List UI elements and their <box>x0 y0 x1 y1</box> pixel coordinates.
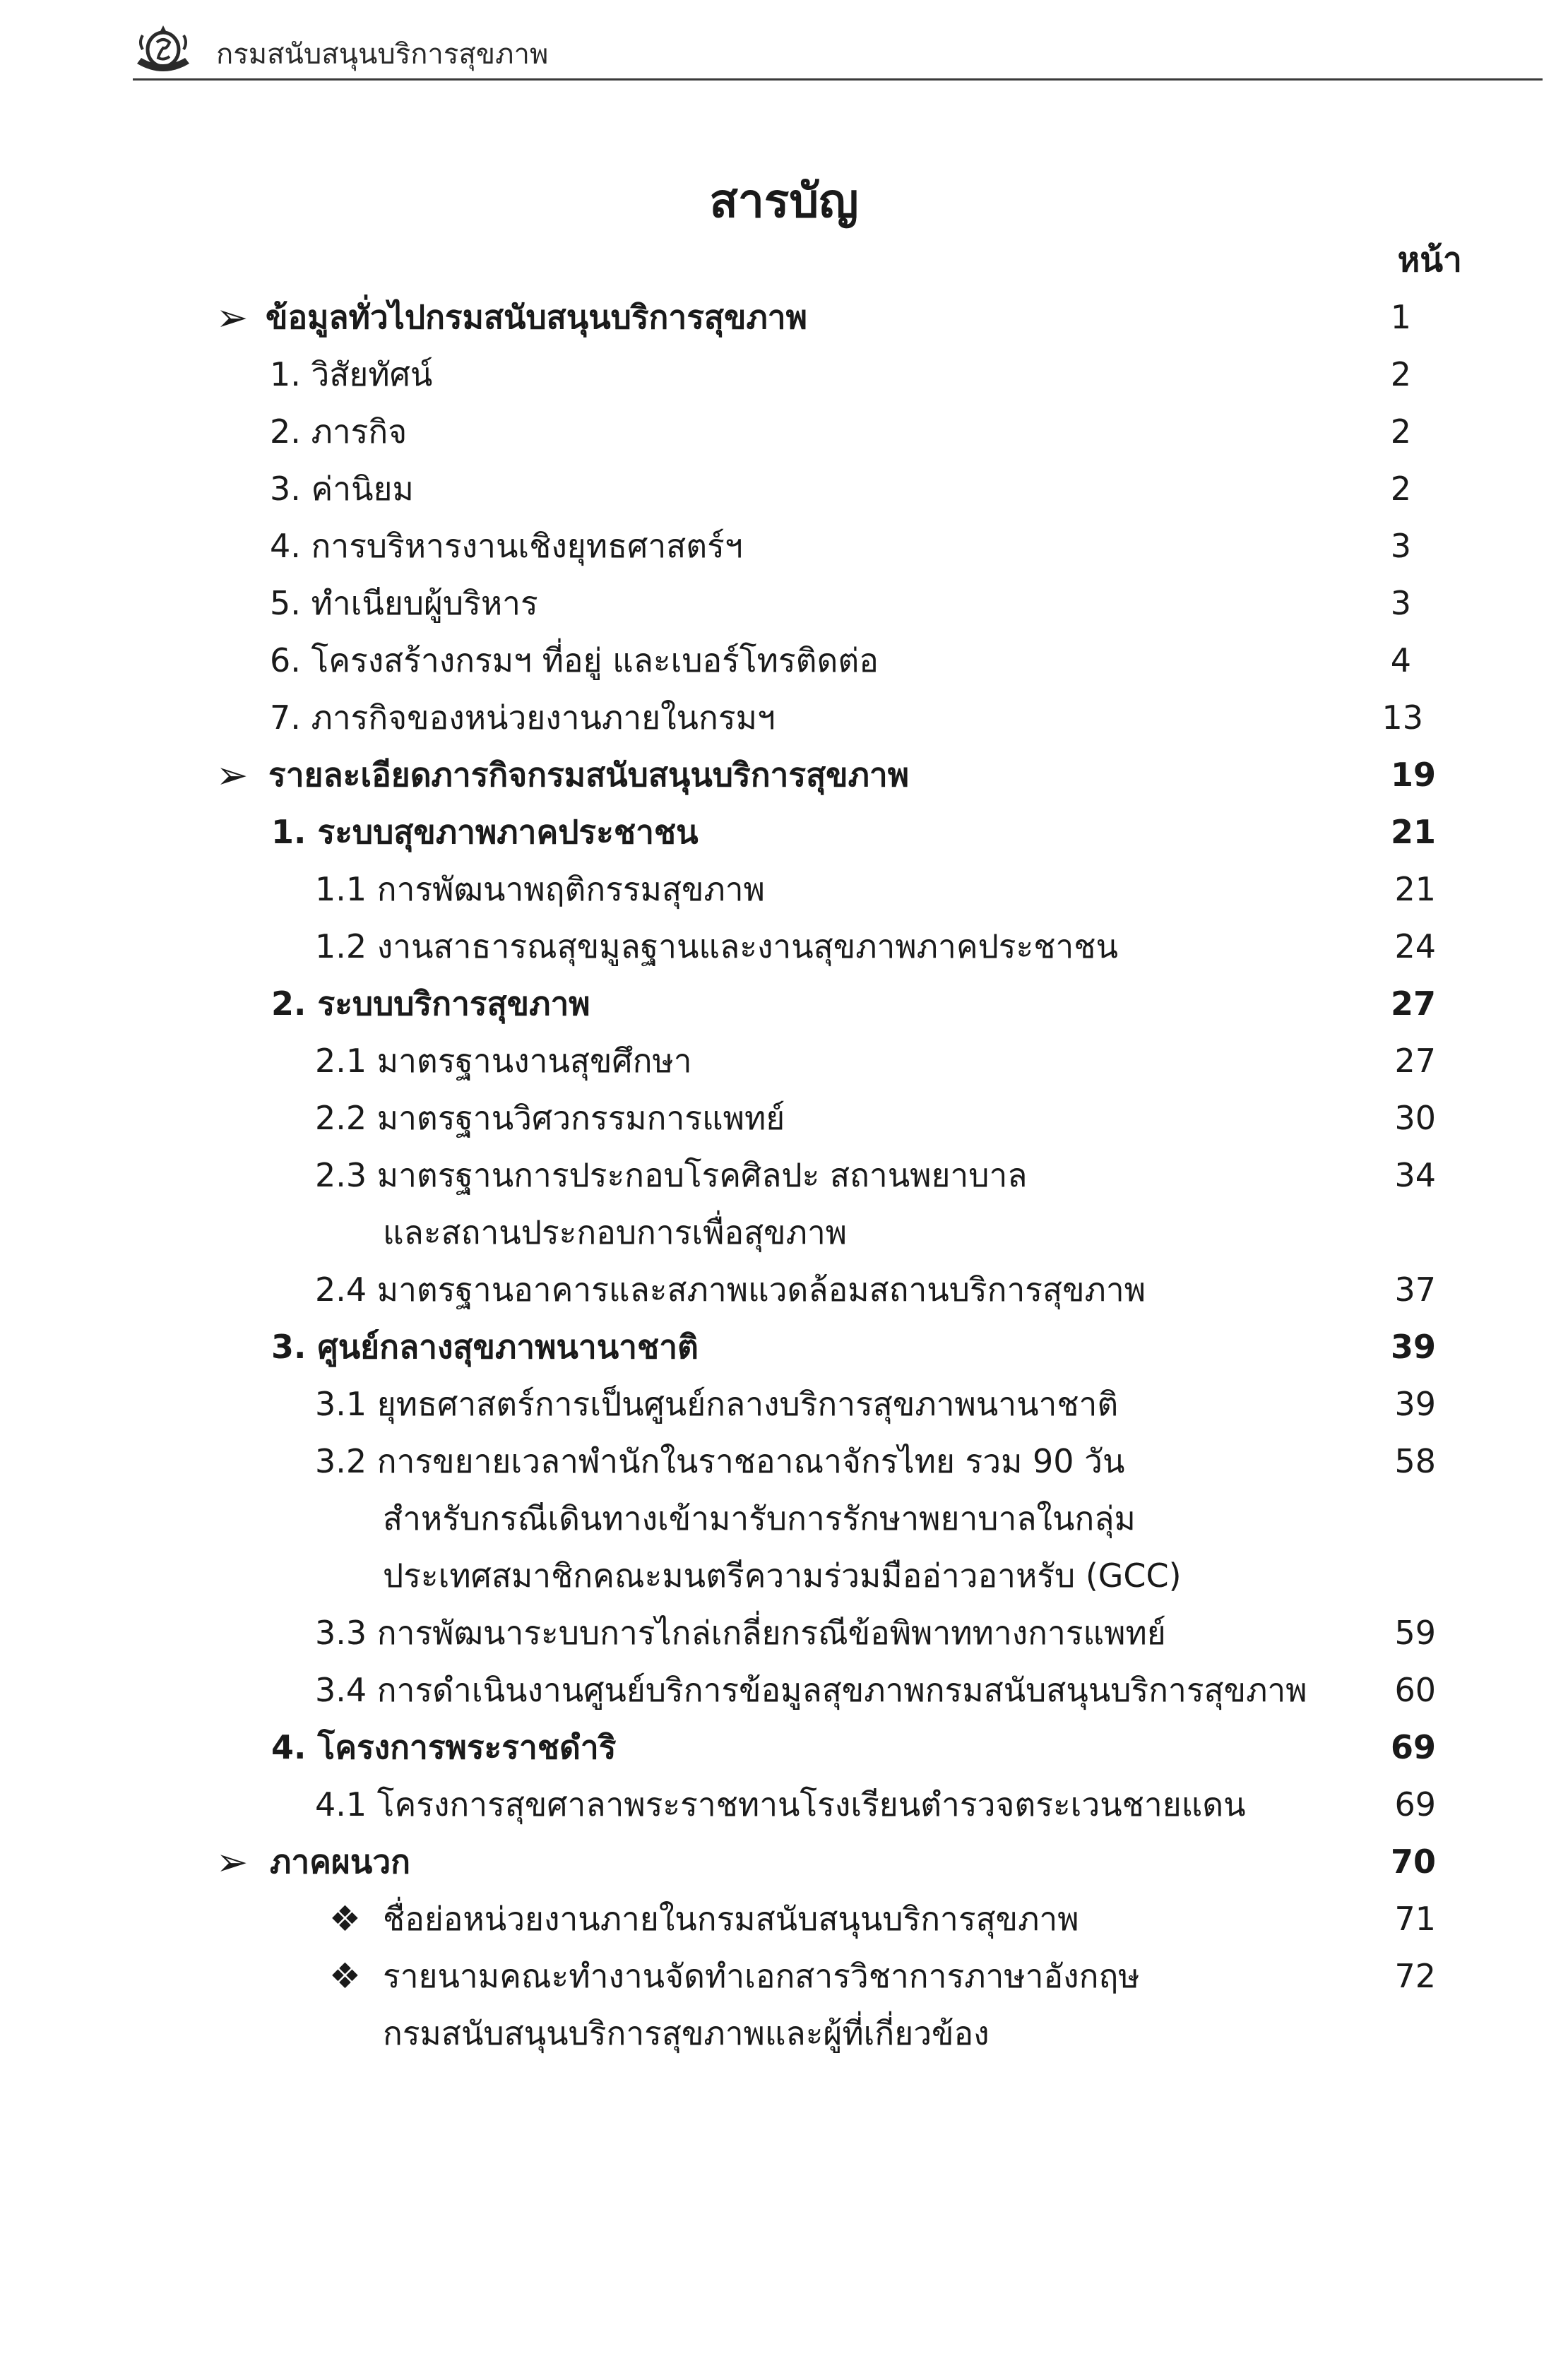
toc-entry-section <box>0 1833 1568 1891</box>
diamond-bullet-icon: ❖ <box>329 1956 361 1997</box>
toc-entry-title: 3. ศูนย์กลางสุขภาพนานาชาติ <box>271 1328 699 1366</box>
toc-entry-title: และสถานประกอบการเพื่อสุขภาพ <box>383 1213 848 1251</box>
toc-entry-page: 4 <box>1390 641 1411 679</box>
toc-entry-subsection <box>0 804 1568 861</box>
toc-entry-title: 2. ระบบบริการสุขภาพ <box>271 984 590 1023</box>
arrow-bullet-icon: ➢ <box>216 295 249 340</box>
toc-entry-appendix <box>0 1948 1568 2005</box>
toc-entry-title: 5. ทำเนียบผู้บริหาร <box>270 584 538 622</box>
toc-entry-subsection <box>0 975 1568 1033</box>
toc-entry-title: กรมสนับสนุนบริการสุขภาพและผู้ที่เกี่ยวข้อง <box>383 2014 990 2052</box>
toc-entry <box>0 689 1568 746</box>
toc-entry-title: 2.4 มาตรฐานอาคารและสภาพแวดล้อมสถานบริการสุขภาพ <box>315 1271 1146 1309</box>
toc-entry-title: 2.1 มาตรฐานงานสุขศึกษา <box>315 1042 692 1080</box>
toc-entry-title: 3.2 การขยายเวลาพำนักในราชอาณาจักรไทย รวม 90 วัน <box>315 1442 1125 1480</box>
toc-entry-title: 3.3 การพัฒนาระบบการไกล่เกลี่ยกรณีข้อพิพาททางการแพทย์ <box>315 1614 1166 1652</box>
toc-entry-title: 3. ค่านิยม <box>270 470 414 508</box>
toc-entry-appendix <box>0 1891 1568 1948</box>
toc-entry-section <box>0 289 1568 346</box>
toc-entry <box>0 518 1568 575</box>
toc-entry-page: 39 <box>1390 1328 1436 1366</box>
toc-entry-page: 1 <box>1390 298 1411 336</box>
toc-entry-title: 1.2 งานสาธารณสุขมูลฐานและงานสุขภาพภาคประชาชน <box>315 927 1118 965</box>
toc-entry-page: 24 <box>1394 927 1436 965</box>
toc-entry-title: สำหรับกรณีเดินทางเข้ามารับการรักษาพยาบาลในกลุ่ม <box>383 1499 1136 1537</box>
toc-entry <box>0 1261 1568 1319</box>
toc-entry <box>0 632 1568 689</box>
header-org-name: กรมสนับสนุนบริการสุขภาพ <box>216 38 549 71</box>
toc-entry-title: ภาคผนวก <box>270 1843 411 1881</box>
toc-entry-page: 13 <box>1382 698 1423 737</box>
toc-entry <box>0 1147 1568 1204</box>
toc-entry-page: 39 <box>1394 1385 1436 1423</box>
page-title: สารบัญ <box>709 174 859 228</box>
toc-entry-page: 3 <box>1390 584 1411 622</box>
page-header <box>133 16 1543 83</box>
toc-entry-page: 21 <box>1394 870 1436 908</box>
toc-entry-page: 37 <box>1394 1271 1436 1309</box>
header-divider <box>133 78 1543 81</box>
toc-entry-continuation <box>0 1547 1568 1605</box>
toc-entry-title: 3.1 ยุทธศาสตร์การเป็นศูนย์กลางบริการสุขภาพนานาชาติ <box>315 1385 1119 1423</box>
toc-entry <box>0 346 1568 403</box>
toc-entry-title: รายละเอียดภารกิจกรมสนับสนุนบริการสุขภาพ <box>268 756 910 794</box>
toc-entry <box>0 1662 1568 1719</box>
toc-entry-title: 1. ระบบสุขภาพภาคประชาชน <box>271 813 699 851</box>
toc-entry-title: 4. โครงการพระราชดำริ <box>271 1728 617 1766</box>
toc-entry <box>0 1433 1568 1490</box>
toc-entry <box>0 1090 1568 1147</box>
toc-entry-page: 21 <box>1390 813 1436 851</box>
toc-entry-title: ชื่อย่อหน่วยงานภายในกรมสนับสนุนบริการสุขภาพ <box>383 1900 1079 1938</box>
toc-entry-page: 2 <box>1390 412 1411 451</box>
toc-entry-title: ข้อมูลทั่วไปกรมสนับสนุนบริการสุขภาพ <box>266 298 807 336</box>
toc-entry-page: 3 <box>1390 527 1411 565</box>
toc-entry <box>0 575 1568 632</box>
page-column-heading: หน้า <box>1397 240 1462 280</box>
toc-entry-page: 60 <box>1394 1671 1436 1709</box>
toc-entry-page: 59 <box>1394 1614 1436 1652</box>
toc-entry-page: 27 <box>1394 1042 1436 1080</box>
department-seal-icon <box>133 21 194 79</box>
toc-entry <box>0 403 1568 460</box>
toc-entry-page: 2 <box>1390 470 1411 508</box>
toc-entry-subsection <box>0 1719 1568 1776</box>
toc-entry <box>0 1776 1568 1833</box>
toc-entry-page: 30 <box>1394 1099 1436 1137</box>
toc-entry-page: 58 <box>1394 1442 1436 1480</box>
toc-entry <box>0 1605 1568 1662</box>
toc-entry <box>0 1376 1568 1433</box>
toc-entry-section <box>0 746 1568 804</box>
arrow-bullet-icon: ➢ <box>216 1840 249 1884</box>
toc-entry-page: 19 <box>1390 756 1436 794</box>
toc-entry-title: 2. ภารกิจ <box>270 412 408 451</box>
toc-entry-continuation <box>0 1204 1568 1261</box>
toc-entry-title: 7. ภารกิจของหน่วยงานภายในกรมฯ <box>270 698 776 737</box>
arrow-bullet-icon: ➢ <box>216 753 249 797</box>
toc-entry-title: รายนามคณะทำงานจัดทำเอกสารวิชาการภาษาอังกฤษ <box>383 1957 1140 1995</box>
toc-entry-page: 34 <box>1394 1156 1436 1194</box>
toc-entry-title: 4. การบริหารงานเชิงยุทธศาสตร์ฯ <box>270 527 743 565</box>
toc-entry-page: 69 <box>1394 1785 1436 1823</box>
toc-entry-title: 6. โครงสร้างกรมฯ ที่อยู่ และเบอร์โทรติดต่อ <box>270 641 879 679</box>
toc-entry-title: 1.1 การพัฒนาพฤติกรรมสุขภาพ <box>315 870 765 908</box>
toc-entry-page: 69 <box>1390 1728 1436 1766</box>
diamond-bullet-icon: ❖ <box>329 1898 361 1939</box>
toc-entry-page: 2 <box>1390 355 1411 393</box>
toc-entry-page: 70 <box>1390 1843 1436 1881</box>
toc-entry-subsection <box>0 1319 1568 1376</box>
toc-entry-title: 4.1 โครงการสุขศาลาพระราชทานโรงเรียนตำรวจตระเวนชายแดน <box>315 1785 1246 1823</box>
toc-entry-title: 3.4 การดำเนินงานศูนย์บริการข้อมูลสุขภาพกรมสนับสนุนบริการสุขภาพ <box>315 1671 1307 1709</box>
toc-entry-title: 2.2 มาตรฐานวิศวกรรมการแพทย์ <box>315 1099 785 1137</box>
toc-entry-continuation <box>0 1490 1568 1547</box>
toc-entry-page: 72 <box>1394 1957 1436 1995</box>
toc-entry-title: ประเทศสมาชิกคณะมนตรีความร่วมมืออ่าวอาหรับ (GCC) <box>383 1557 1182 1595</box>
toc-entry-title: 1. วิสัยทัศน์ <box>270 355 433 393</box>
toc-entry <box>0 460 1568 518</box>
toc-entry-page: 27 <box>1390 984 1436 1023</box>
toc-entry-continuation <box>0 2005 1568 2062</box>
toc-entry-page: 71 <box>1394 1900 1436 1938</box>
toc-entry <box>0 1033 1568 1090</box>
toc-entry-title: 2.3 มาตรฐานการประกอบโรคศิลปะ สถานพยาบาล <box>315 1156 1028 1194</box>
toc-entry <box>0 918 1568 975</box>
toc-entry <box>0 861 1568 918</box>
